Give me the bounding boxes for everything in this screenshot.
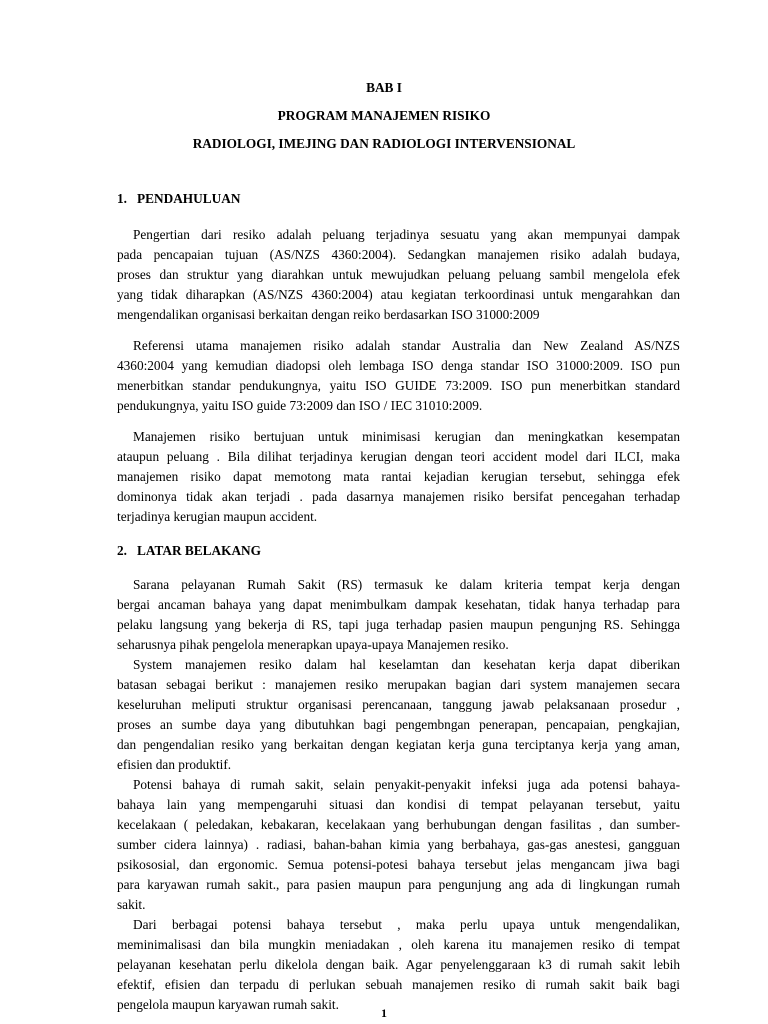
text-line: psikososial, dan ergonomic. Semua potensi-potesi bahaya tersebut jelas mengancam jiwa bagi xyxy=(117,857,680,872)
document-title: PROGRAM MANAJEMEN RISIKO xyxy=(277,108,491,123)
text-line: dan pengendalian resiko yang berkaitan dengan kegiatan kerja guna terciptanya kerja yang aman, xyxy=(117,737,680,752)
text-line: Referensi utama manajemen risiko adalah standar Australia dan New Zealand AS/NZS xyxy=(133,338,680,353)
text-line: batasan sebagai berikut : manajemen resiko merupakan bagian dari system manajemen secara xyxy=(117,677,680,692)
text-line: menerbitkan standar pendukungnya, yaitu ISO GUIDE 73:2009. ISO pun menerbitkan standard xyxy=(117,378,680,393)
text-line: bahaya lain yang mempengaruhi situasi dan kondisi di tempat pelayanan tersebut, yaitu xyxy=(117,797,680,812)
text-line: pengelola maupun karyawan rumah sakit. xyxy=(117,997,339,1012)
text-line: dominonya tidak akan terjadi . pada dasarnya manajemen risiko bersifat pencegahan terhadap xyxy=(117,489,680,504)
page-number: 1 xyxy=(381,1006,387,1020)
text-line: Manajemen risiko bertujuan untuk minimisasi kerugian dan meningkatkan kesempatan xyxy=(133,429,680,444)
text-line: pelaku langsung yang bekerja di RS, tapi juga terhadap pasien maupun pengunjng RS. Sehingga xyxy=(117,617,680,632)
section-title: LATAR BELAKANG xyxy=(137,543,261,558)
text-line: pendukungnya, yaitu ISO guide 73:2009 dan ISO / IEC 31010:2009. xyxy=(117,398,483,413)
text-line: sumber cidera lainnya) . radiasi, bahan-bahan kimia yang berbahaya, gas-gas anestesi, gangguan xyxy=(117,837,680,852)
text-line: kecelakaan ( peledakan, kebakaran, kecelakaan yang berhubungan dengan fasilitas , dan sumber- xyxy=(117,817,680,832)
section-title: PENDAHULUAN xyxy=(137,191,241,206)
text-line: ataupun peluang . Bila dilihat terjadinya kerugian dengan teori accident model dari ILCI, maka xyxy=(117,449,680,464)
text-line: seharusnya pihak pengelola menerapkan upaya-upaya Manajemen resiko. xyxy=(117,637,509,652)
text-line: efisien dan produktif. xyxy=(117,757,232,772)
text-line: yang tidak diharapkan (AS/NZS 4360:2004) atau kegiatan terkoordinasi untuk mengarahkan dan xyxy=(117,287,680,302)
text-line: efektif, efisien dan terpadu di perlukan sebuah manajemen resiko di rumah sakit baik bagi xyxy=(117,977,680,992)
text-line: manajemen risiko dapat memotong mata rantai kejadian kerugian tersebut, sehingga efek xyxy=(117,469,680,484)
text-line: para karyawan rumah sakit., para pasien maupun para pengunjung ang ada di lingkungan rumah xyxy=(117,877,680,892)
text-line: pelayanan kesehatan perlu dikelola dengan baik. Agar penyelenggaraan k3 di rumah sakit lebih xyxy=(117,957,680,972)
text-line: terjadinya kerugian maupun accident. xyxy=(117,509,318,524)
text-line: proses dan struktur yang diarahkan untuk mewujudkan peluang peluang sambil mengelola efek xyxy=(117,267,680,282)
section-number: 2. xyxy=(117,543,127,558)
document-subtitle: RADIOLOGI, IMEJING DAN RADIOLOGI INTERVENSIONAL xyxy=(192,136,576,151)
text-line: meminimalisasi dan bila mungkin meniadakan , oleh karena itu manajemen resiko di tempat xyxy=(117,937,680,952)
section-number: 1. xyxy=(117,191,127,206)
text-line: Pengertian dari resiko adalah peluang terjadinya sesuatu yang akan mempunyai dampak xyxy=(133,227,680,242)
text-line: bergai ancaman bahaya yang dapat menimbulkam dampak kesehatan, tidak hanya terhadap para xyxy=(117,597,680,612)
text-line: keseluruhan meliputi struktur organisasi perencanaan, tanggung jawab pelaksanaan prosedur , xyxy=(117,697,680,712)
text-line: Potensi bahaya di rumah sakit, selain penyakit-penyakit infeksi juga ada potensi bahaya- xyxy=(133,777,680,792)
section-heading-pendahuluan xyxy=(117,191,240,207)
text-line: pada pencapaian tujuan (AS/NZS 4360:2004). Sedangkan manajemen risiko adalah budaya, xyxy=(117,247,680,262)
text-line: Sarana pelayanan Rumah Sakit (RS) termasuk ke dalam kriteria tempat kerja dengan xyxy=(133,577,680,592)
section-heading-latar-belakang xyxy=(117,543,261,559)
chapter-label: BAB I xyxy=(366,80,402,95)
text-line: 4360:2004 yang kemudian diadopsi oleh lembaga ISO denga standar ISO 31000:2009. ISO pun xyxy=(117,358,680,373)
text-line: proses an sumbe daya yang dibutuhkan bagi pengembngan penerapan, pencapaian, pengkajian, xyxy=(117,717,680,732)
text-line: sakit. xyxy=(117,897,146,912)
text-line: mengendalikan organisasi berkaitan dengan reiko berdasarkan ISO 31000:2009 xyxy=(117,307,540,322)
text-line: System manajemen resiko dalam hal keselamtan dan kesehatan kerja dapat diberikan xyxy=(133,657,680,672)
text-line: Dari berbagai potensi bahaya tersebut , maka perlu upaya untuk mengendalikan, xyxy=(133,917,680,932)
